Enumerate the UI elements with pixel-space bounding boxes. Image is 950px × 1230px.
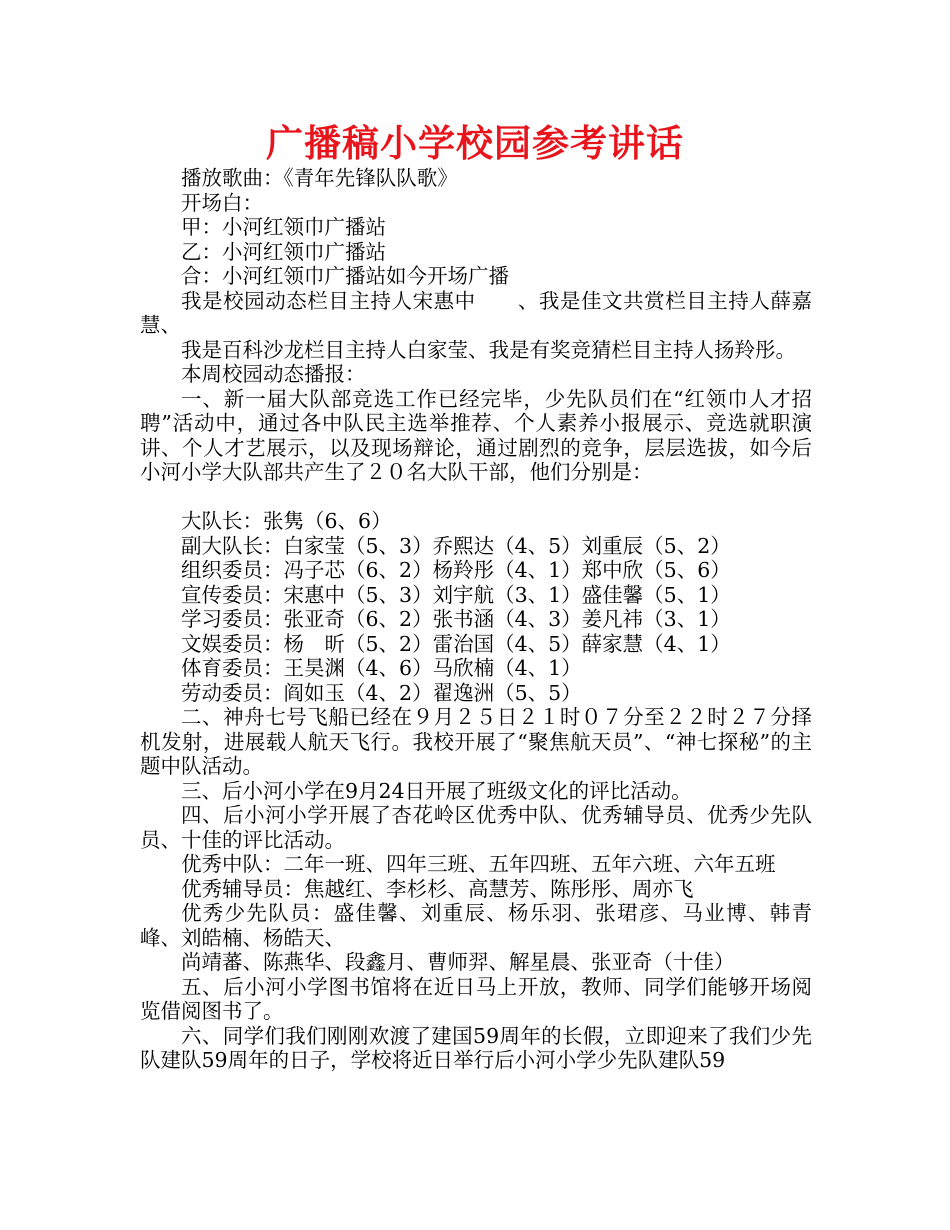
paragraph: 副大队长：白家莹（5、3）乔熙达（4、5）刘重辰（5、2） bbox=[181, 533, 731, 558]
paragraph: 播放歌曲：《青年先锋队队歌》 bbox=[181, 166, 458, 190]
paragraph: 本周校园动态播报： bbox=[181, 362, 366, 386]
paragraph: 组织委员：冯子芯（6、2）杨羚彤（4、1）郑中欣（5、6） bbox=[181, 558, 731, 582]
paragraph: 六、同学们我们刚刚欢渡了建国59周年的长假，立即迎来了我们少先队建队59周年的日子，学校将近日举行后小河小学少先队建队59 bbox=[140, 1023, 812, 1072]
paragraph: 劳动委员：阎如玉（4、2）翟逸洲（5、5） bbox=[181, 680, 582, 705]
paragraph: 三、后小河小学在9月24日开展了班级文化的评比活动。 bbox=[181, 778, 692, 803]
paragraph: 尚靖蕃、陈燕华、段鑫月、曹师羿、解星晨、张亚奇（十佳） bbox=[181, 950, 735, 974]
paragraph: 一、新一届大队部竞选工作已经完毕，少先队员们在“红领巾人才招聘”活动中，通过各中队民主选举推荐、个人素养小报展示、竞选就职演讲、个人才艺展示，以及现场辩论，通过剧烈的竞争，层层选拔，如今后小河小学大队部共产生了２０名大队干部，他们分别是： bbox=[140, 386, 812, 484]
paragraph: 二、神舟七号飞船已经在９月２５日２１时０７分至２２时２７分择机发射，进展载人航天飞行。我校开展了“聚焦航天员”、“神七探秘”的主题中队活动。 bbox=[140, 705, 812, 778]
paragraph: 优秀少先队员：盛佳馨、刘重辰、杨乐羽、张珺彦、马业博、韩青峰、刘皓楠、杨皓天、 bbox=[140, 901, 812, 950]
paragraph: 优秀辅导员：焦越红、李杉杉、高慧芳、陈彤彤、周亦飞 bbox=[181, 876, 694, 901]
paragraph: 四、后小河小学开展了杏花岭区优秀中队、优秀辅导员、优秀少先队员、十佳的评比活动。 bbox=[140, 803, 812, 852]
paragraph: 我是校园动态栏目主持人宋惠中 、我是佳文共赏栏目主持人薛嘉慧、 bbox=[140, 288, 812, 337]
paragraph: 乙：小河红领巾广播站 bbox=[181, 239, 386, 264]
paragraph: 合：小河红领巾广播站如今开场广播 bbox=[181, 264, 509, 288]
paragraph: 开场白： bbox=[181, 190, 263, 215]
paragraph: 优秀中队：二年一班、四年三班、五年四班、五年六班、六年五班 bbox=[181, 852, 776, 876]
paragraph: 学习委员：张亚奇（6、2）张书涵（4、3）姜凡祎（3、1） bbox=[181, 607, 731, 631]
paragraph: 体育委员：王昊渊（4、6）马欣楠（4、1） bbox=[181, 656, 582, 680]
paragraph bbox=[140, 485, 812, 510]
paragraph: 五、后小河小学图书馆将在近日马上开放，教师、同学们能够开场阅览借阅图书了。 bbox=[140, 974, 812, 1023]
document-body bbox=[140, 166, 812, 1073]
document-title: 广播稿小学校园参考讲话 bbox=[266, 122, 684, 165]
paragraph: 宣传委员：宋惠中（5、3）刘宇航（3、1）盛佳馨（5、1） bbox=[181, 582, 731, 607]
paragraph: 文娱委员：杨 昕（5、2）雷治国（4、5）薛家慧（4、1） bbox=[181, 631, 731, 656]
paragraph: 甲：小河红领巾广播站 bbox=[181, 215, 386, 239]
paragraph: 我是百科沙龙栏目主持人白家莹、我是有奖竞猜栏目主持人扬羚彤。 bbox=[181, 337, 796, 362]
paragraph: 大队长：张隽（6、6） bbox=[181, 509, 392, 533]
